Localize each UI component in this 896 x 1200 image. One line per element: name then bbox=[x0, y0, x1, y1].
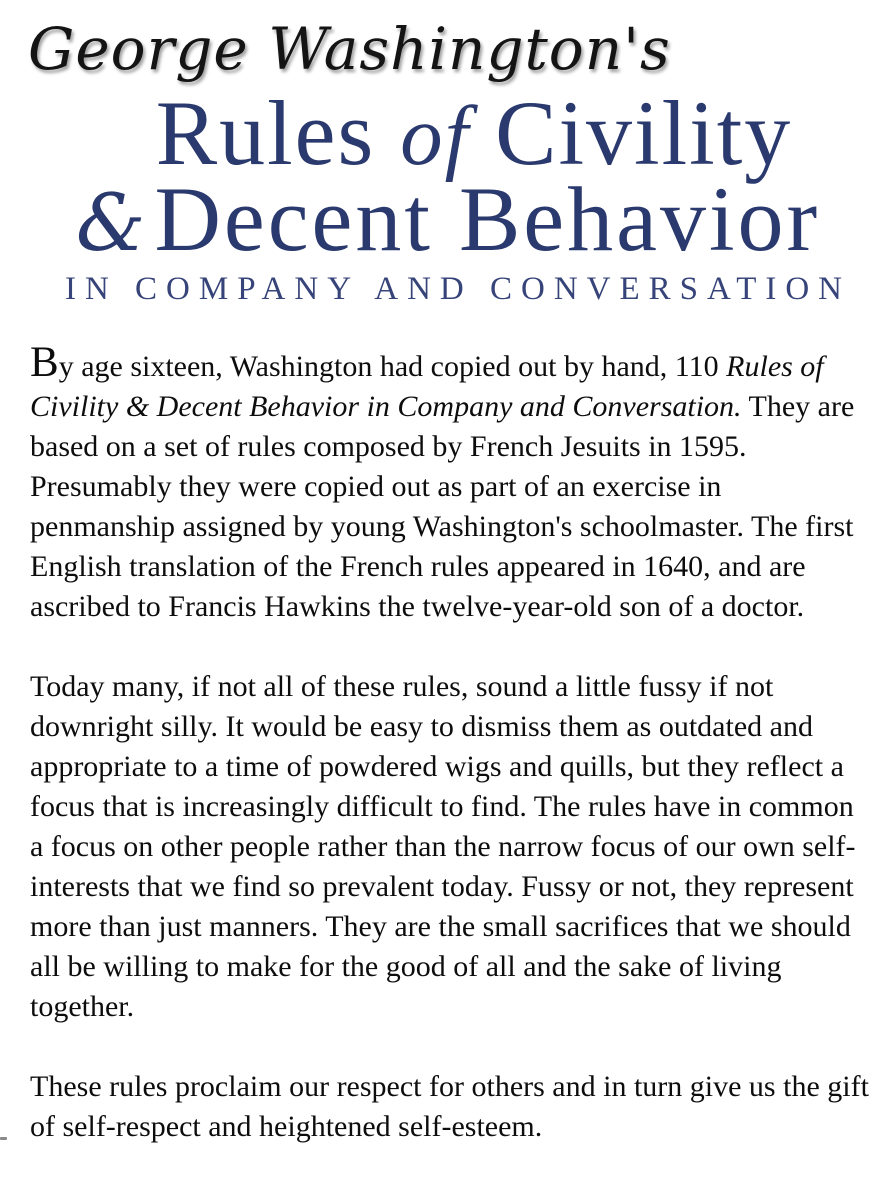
logo-subtitle-caps: IN COMPANY AND CONVERSATION bbox=[64, 271, 852, 307]
logo-rules-text: Rules bbox=[155, 82, 401, 184]
logo-script-line bbox=[28, 6, 896, 92]
paragraph-conclusion: These rules proclaim our respect for others and in turn give us the gift of self-respect and heightened self-esteem. bbox=[30, 1070, 869, 1143]
left-edge-scan-artifact bbox=[0, 1137, 7, 1140]
logo-george-washingtons-text: George Washington's bbox=[28, 15, 671, 83]
paragraph-history bbox=[30, 339, 872, 627]
paragraph-history-book-title: Rules of Civility & Decent Behavior in Company and Conversation. bbox=[30, 350, 824, 423]
article-body bbox=[30, 339, 872, 1147]
paragraph-history-seg1: y age sixteen, Washington had copied out by hand, 110 bbox=[58, 350, 727, 383]
logo-of-text: of bbox=[400, 90, 471, 183]
title-logo bbox=[0, 0, 896, 309]
dropcap-letter-b: B bbox=[30, 339, 59, 386]
logo-rules-of-civility-line bbox=[26, 82, 896, 184]
paragraph-commentary: Today many, if not all of these rules, sound a little fussy if not downright silly. It would be easy to dismiss them as outdated and appropriate to a time of powdered wigs and quills, but they reflect a focus that is increasingly difficult to find. The rules have in common a focus on other people rather than the narrow focus of our own self-interests that we find so prevalent today. Fussy or not, they represent more than just manners. They are the small sacrifices that we should all be willing to make for the good of all and the sake of living together. bbox=[30, 670, 856, 1023]
logo-decent-behavior-text: Decent Behavior bbox=[154, 168, 821, 270]
logo-civility-text: Civility bbox=[470, 82, 793, 184]
logo-decent-behavior-line bbox=[0, 168, 896, 270]
paragraph-history-seg3: They are based on a set of rules composed by French Jesuits in 1595. Presumably they were copied out as part of an exercise in penmanship assigned by young Washington's schoolmaster. The first English translation of the French rules appeared in 1640, and are ascribed to Francis Hawkins the twelve-year-old son of a doctor. bbox=[30, 390, 855, 623]
logo-ampersand-glyph: & bbox=[75, 178, 149, 269]
